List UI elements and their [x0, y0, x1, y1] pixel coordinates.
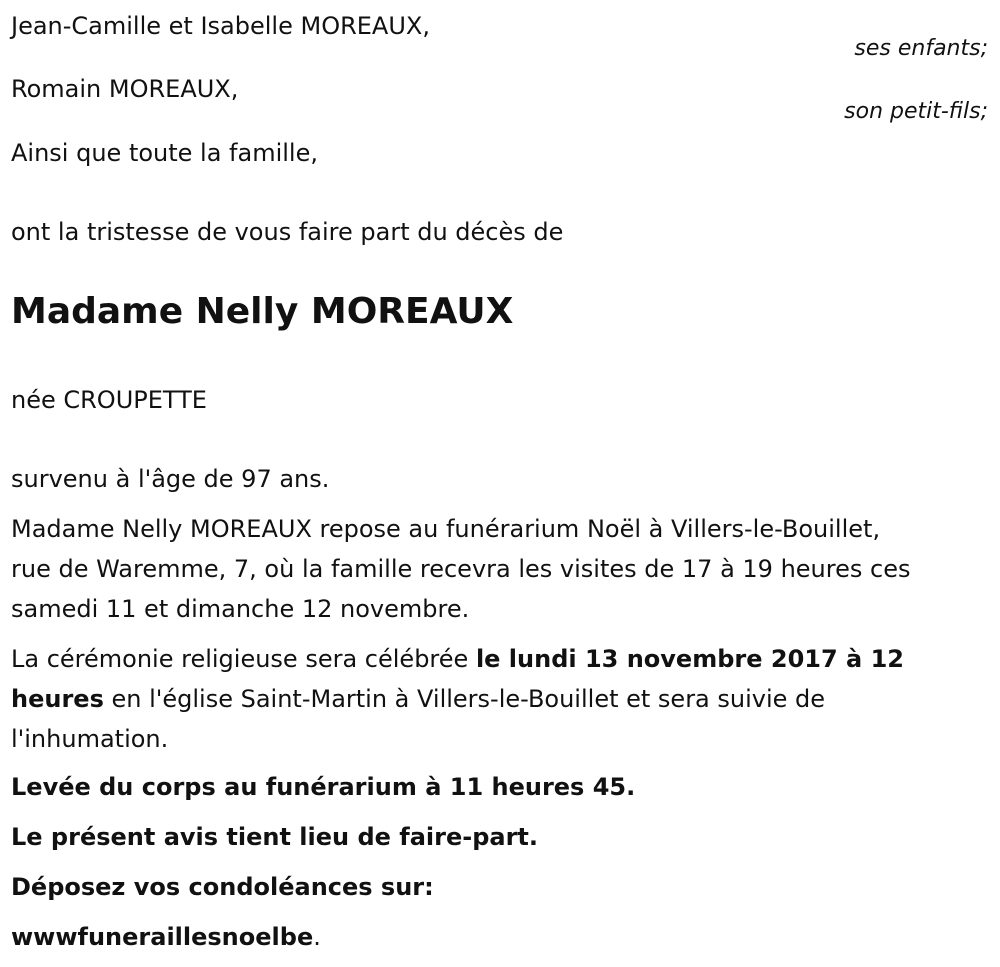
ceremony-date: le lundi 13 novembre 2017 à 12 — [475, 645, 904, 673]
deceased-name: Madame Nelly MOREAUX — [11, 291, 514, 332]
website-line — [11, 917, 321, 957]
ceremony-prefix: La cérémonie religieuse sera célébrée — [11, 645, 476, 673]
family-all: Ainsi que toute la famille, — [11, 139, 318, 167]
children-names: Jean-Camille et Isabelle MOREAUX, — [11, 12, 430, 40]
repose-line-2: rue de Waremme, 7, où la famille recevra les visites de 17 à 19 heures ces — [11, 555, 911, 583]
ceremony-paragraph — [11, 639, 986, 759]
ceremony-line-1 — [11, 639, 986, 679]
ceremony-hour: heures — [11, 685, 104, 713]
children-role: ses enfants; — [854, 36, 988, 61]
condoleances-label: Déposez vos condoléances sur: — [11, 873, 434, 901]
website-period: . — [313, 923, 321, 951]
ceremony-line-2 — [11, 679, 986, 719]
repose-line-1: Madame Nelly MOREAUX repose au funérarium Noël à Villers-le-Bouillet, — [11, 515, 881, 543]
website-link[interactable]: wwwfuneraillesnoelbe — [11, 923, 314, 951]
faire-part-note: Le présent avis tient lieu de faire-part. — [11, 823, 539, 851]
grandson-name: Romain MOREAUX, — [11, 75, 239, 103]
repose-line-3: samedi 11 et dimanche 12 novembre. — [11, 595, 470, 623]
intro-text: ont la tristesse de vous faire part du décès de — [11, 218, 564, 246]
levee-note: Levée du corps au funérarium à 11 heures 45. — [11, 773, 636, 801]
maiden-name: née CROUPETTE — [11, 386, 207, 414]
ceremony-line-3: l'inhumation. — [11, 725, 169, 753]
ceremony-location: en l'église Saint-Martin à Villers-le-Bouillet et sera suivie de — [103, 685, 826, 713]
age-line: survenu à l'âge de 97 ans. — [11, 465, 330, 493]
repose-paragraph — [11, 509, 986, 629]
grandson-role: son petit-fils; — [844, 99, 988, 124]
